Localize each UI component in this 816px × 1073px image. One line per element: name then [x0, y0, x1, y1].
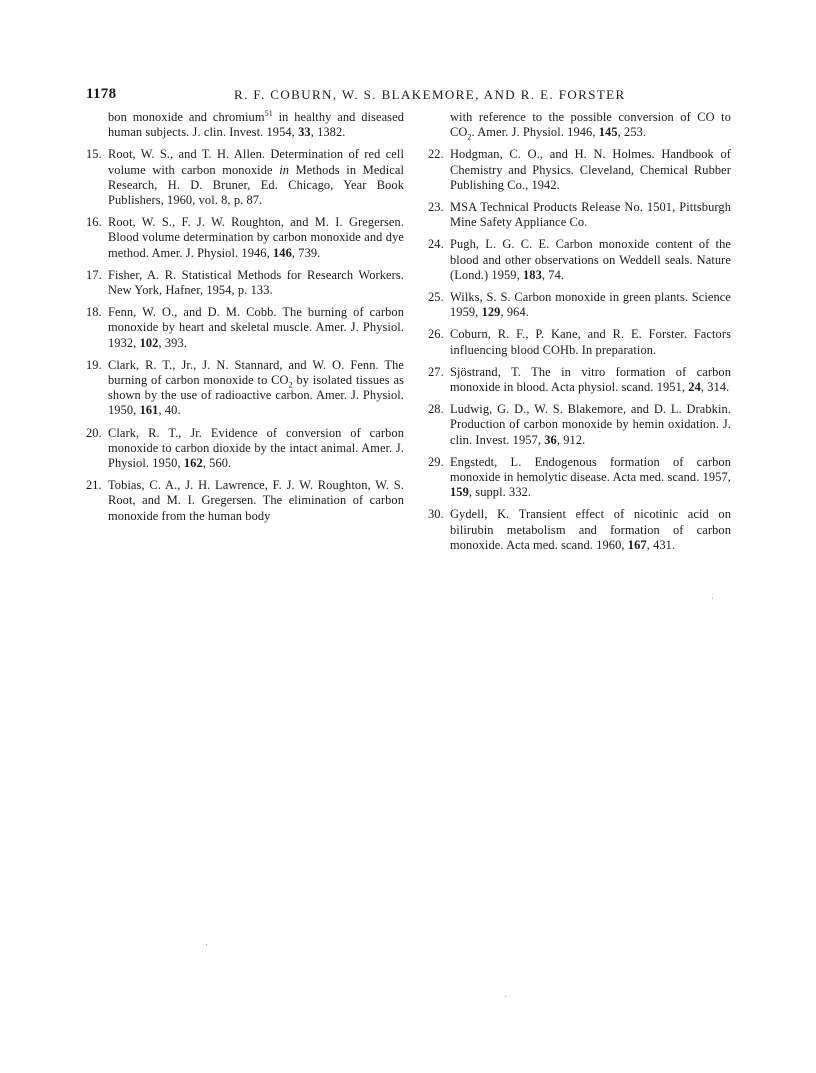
reference-20: 20. Clark, R. T., Jr. Evidence of conversion of carbon monoxide to carbon dioxide by the intact animal. Amer. J. Physiol. 1950, 162, 560.: [86, 425, 404, 471]
page-header: [86, 86, 726, 106]
reference-21: 21. Tobias, C. A., J. H. Lawrence, F. J. W. Roughton, W. S. Root, and M. I. Gregersen. The elimination of carbon monoxide from the human body: [86, 478, 404, 523]
reference-22: 22. Hodgman, C. O., and H. N. Holmes. Handbook of Chemistry and Physics. Cleveland, Chemical Rubber Publishing Co., 1942.: [428, 147, 731, 192]
scan-speck: [712, 598, 713, 599]
running-head-authors: R. F. COBURN, W. S. BLAKEMORE, AND R. E. FORSTER: [234, 87, 626, 102]
reference-21-continuation: with reference to the possible conversion of CO to $CO_2$. Amer. J. Physiol. 1946, 145, 253.: [450, 110, 731, 142]
reference-28: 28. Ludwig, G. D., W. S. Blakemore, and D. L. Drabkin. Production of carbon monoxide by hemin oxidation. J. clin. Invest. 1957, 36, 912.: [428, 402, 731, 447]
reference-26: 26. Coburn, R. F., P. Kane, and R. E. Forster. Factors influencing blood COHb. In preparation.: [428, 327, 731, 357]
reference-15: 15. Root, W. S., and T. H. Allen. Determination of red cell volume with carbon monoxide in Methods in Medical Research, H. D. Bruner, Ed. Chicago, Year Book Publishers, 1960, vol. 8, p. 87.: [86, 147, 404, 208]
reference-16: 16. Root, W. S., F. J. W. Roughton, and M. I. Gregersen. Blood volume determination by carbon monoxide and dye method. Amer. J. Physiol. 1946, 146, 739.: [86, 215, 404, 260]
reference-column-left: [86, 110, 404, 531]
page-number: 1178: [86, 86, 117, 102]
reference-column-right: [428, 110, 731, 560]
reference-25: 25. Wilks, S. S. Carbon monoxide in green plants. Science 1959, 129, 964.: [428, 290, 731, 320]
scan-speck: [505, 996, 506, 997]
scan-speck: [206, 944, 207, 945]
reference-19: 19. Clark, R. T., Jr., J. N. Stannard, and W. O. Fenn. The burning of carbon monoxide to $CO_2$ by isolated tissues as shown by the use of radioactive carbon. Amer. J. Physiol. 1950, 161, 40.: [86, 357, 404, 418]
reference-30: 30. Gydell, K. Transient effect of nicotinic acid on bilirubin metabolism and formation of carbon monoxide. Acta med. scand. 1960, 167, 431.: [428, 507, 731, 552]
reference-24: 24. Pugh, L. G. C. E. Carbon monoxide content of the blood and other observations on Weddell seals. Nature (Lond.) 1959, 183, 74.: [428, 237, 731, 282]
reference-continuation: bon monoxide and chromium$^{51}$ in healthy and diseased human subjects. J. clin. Invest. 1954, 33, 1382.: [108, 108, 404, 140]
reference-29: 29. Engstedt, L. Endogenous formation of carbon monoxide in hemolytic disease. Acta med. scand. 1957, 159, suppl. 332.: [428, 454, 731, 500]
reference-17: 17. Fisher, A. R. Statistical Methods for Research Workers. New York, Hafner, 1954, p. 133.: [86, 267, 404, 298]
reference-27: 27. Sjöstrand, T. The in vitro formation of carbon monoxide in blood. Acta physiol. scand. 1951, 24, 314.: [428, 364, 731, 395]
reference-23: 23. MSA Technical Products Release No. 1501, Pittsburgh Mine Safety Appliance Co.: [428, 200, 731, 230]
reference-18: 18. Fenn, W. O., and D. M. Cobb. The burning of carbon monoxide by heart and skeletal muscle. Amer. J. Physiol. 1932, 102, 393.: [86, 305, 404, 350]
